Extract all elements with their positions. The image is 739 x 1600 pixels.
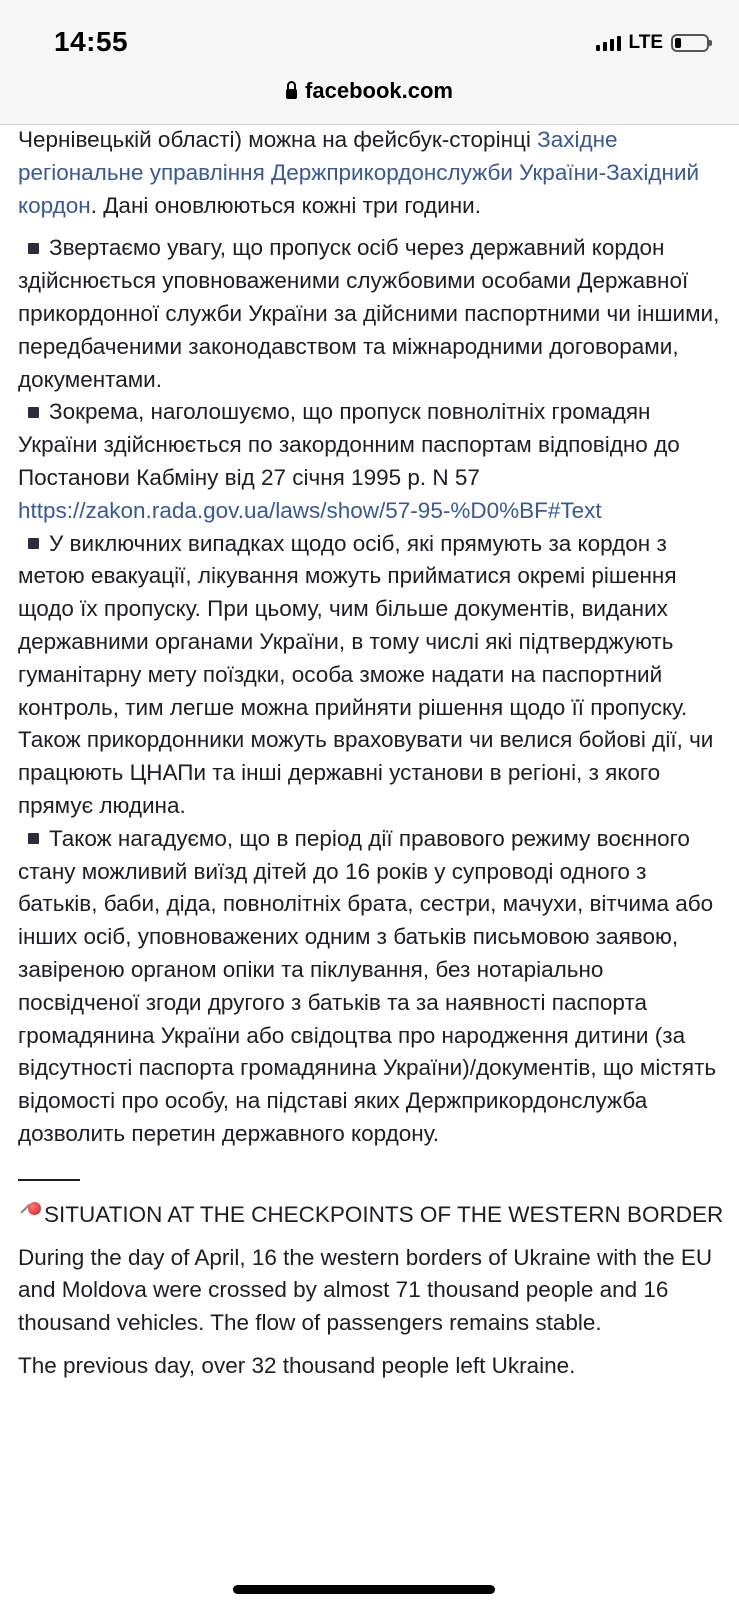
zakon-rada-link[interactable]: https://zakon.rada.gov.ua/laws/show/57-95-%D0%BF#Text — [18, 497, 602, 523]
western-border-page-link[interactable]: Західне регіональне управління Держприкордонслужби України-Західний кордон — [18, 127, 700, 218]
bullet-paragraph-1 — [18, 232, 724, 396]
status-indicators — [596, 32, 709, 54]
post-content — [18, 124, 724, 1383]
bullet-3-text: У виключних випадках щодо осіб, які прямують за кордон з метою евакуації, лікування можуть прийматися окремі рішення щодо їх пропуску. При цьому, чим більше документів, виданих державними органами України, в тому числі які підтверджують гуманітарну мету поїздки, особа зможе надати на паспортний контроль, тим легше можна прийняти рішення щодо її пропуску. Також прикордонники можуть враховувати чи велися бойові дії, чи працюють ЦНАПи та інші державні установи в регіоні, з якого прямує людина. — [18, 530, 714, 818]
bullet-square-icon — [28, 833, 39, 844]
battery-level — [675, 38, 681, 48]
english-paragraph-2: The previous day, over 32 thousand people left Ukraine. — [18, 1352, 576, 1378]
english-heading-text: SITUATION AT THE CHECKPOINTS OF THE WESTERN BORDER — [44, 1201, 724, 1227]
english-heading — [18, 1199, 724, 1232]
address-domain[interactable]: facebook.com — [305, 78, 453, 103]
round-pushpin-icon — [18, 1201, 42, 1225]
status-bar — [0, 0, 739, 74]
bullet-square-icon — [28, 407, 39, 418]
intro-text: Чернівецькій області) можна на фейсбук-сторінці — [18, 127, 538, 152]
cellular-signal-icon — [596, 35, 621, 51]
battery-icon — [671, 34, 709, 52]
bullet-paragraph-2 — [18, 396, 724, 527]
bullet-2-text: Зокрема, наголошуємо, що пропуск повнолітніх громадян України здійснюється по закордонним паспортам відповідно до Постанови Кабміну від 27 січня 1995 р. N 57 — [18, 399, 680, 490]
bullet-paragraph-3 — [18, 528, 724, 823]
section-divider — [18, 1179, 80, 1181]
address-bar[interactable] — [0, 74, 739, 125]
bullet-square-icon — [28, 243, 39, 254]
english-paragraph-1: During the day of April, 16 the western borders of Ukraine with the EU and Moldova were crossed by almost 71 thousand people and 16 thousand vehicles. The flow of passengers remains stable. — [18, 1244, 713, 1336]
intro-tail: . Дані оновлюються кожні три години. — [90, 192, 481, 218]
bullet-4-text: Також нагадуємо, що в період дії правового режиму воєнного стану можливий виїзд дітей до 16 років у супроводі одного з батьків, баби, діда, повнолітніх брата, сестри, мачухи, вітчима або інших осіб, уповноважених одним з батьків письмовою заявою, завіреною органом опіки та піклування, без нотаріально посвідченої згоди другого з батьків та за наявності паспорта громадянина України або свідоцтва про народження дитини (за відсутності паспорта громадянина України)/документів, що містять відомості про особу, на підставі яких Держприкордонслужба дозволить перетин державного кордону. — [18, 825, 717, 1146]
lock-icon — [286, 89, 297, 99]
status-time: 14:55 — [54, 26, 129, 57]
bullet-square-icon — [28, 538, 39, 549]
home-indicator[interactable] — [233, 1585, 495, 1594]
network-type: LTE — [628, 32, 663, 53]
bullet-paragraph-4 — [18, 823, 724, 1151]
bullet-1-text: Звертаємо увагу, що пропуск осіб через державний кордон здійснюється уповноваженими службовими особами Державної прикордонної служби України за дійсними паспортними чи іншими, передбаченими законодавством та міжнародними договорами, документами. — [18, 235, 720, 392]
intro-paragraph — [18, 124, 724, 222]
